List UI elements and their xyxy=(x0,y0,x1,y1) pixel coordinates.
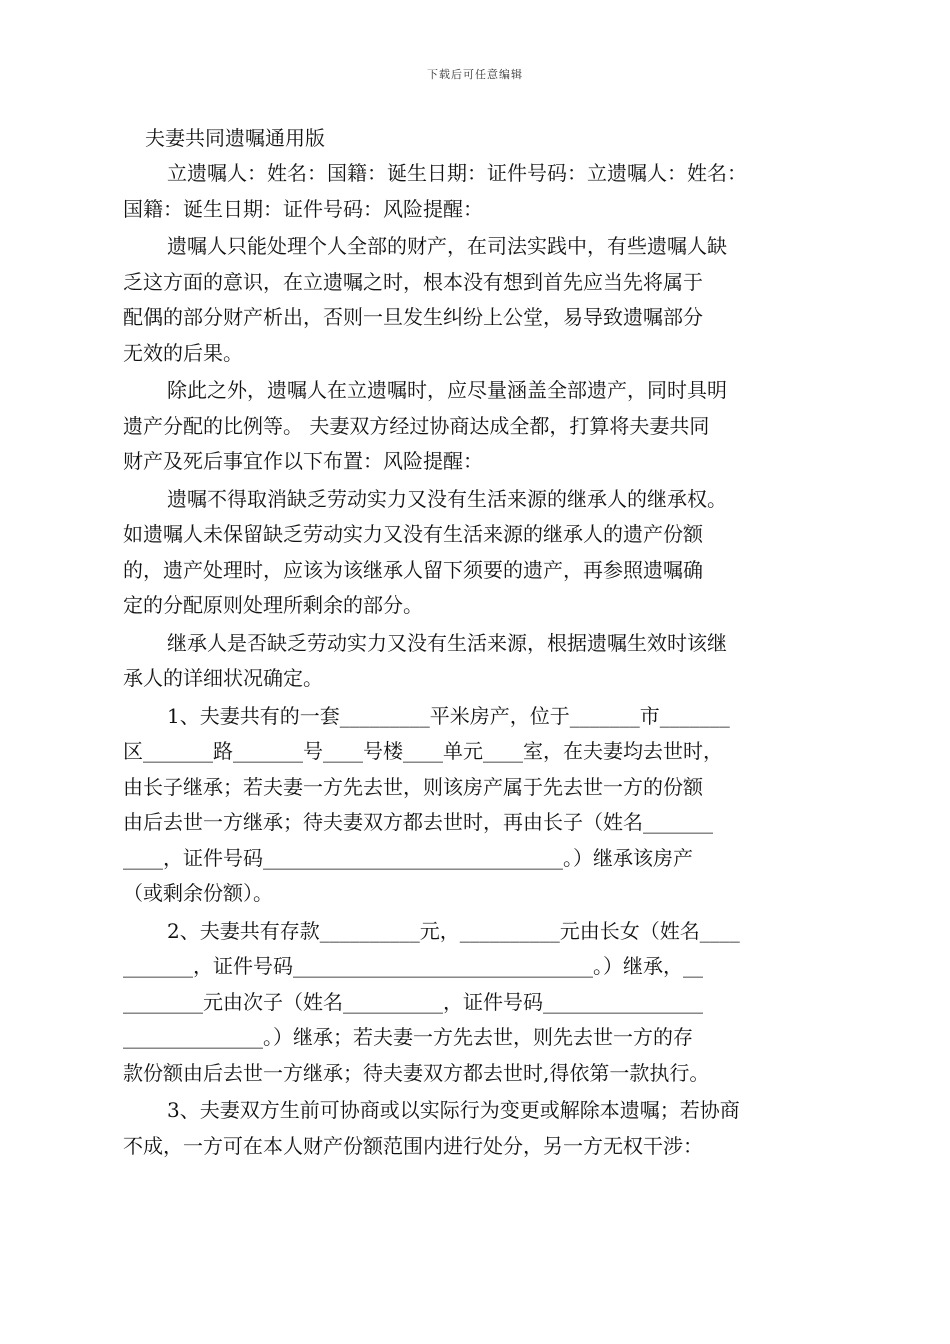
text-line: 区_______路_______号____号楼____单元____室，在夫妻均去世时， xyxy=(123,739,723,763)
clause-3-amendment xyxy=(123,1093,820,1164)
text-line: ______________。）继承；若夫妻一方先去世，则先去世一方的存 xyxy=(123,1025,693,1049)
text-line: 立遗嘱人：姓名：国籍：诞生日期：证件号码：立遗嘱人：姓名： xyxy=(167,161,747,185)
document-title: 夫妻共同遗嘱通用版 xyxy=(145,126,325,150)
text-line: 继承人是否缺乏劳动实力又没有生活来源，根据遗嘱生效时该继 xyxy=(167,630,727,655)
text-line: 2、夫妻共有存款__________元，__________元由长女（姓名____ xyxy=(167,918,740,943)
text-line: 遗嘱人只能处理个人全部的财产，在司法实践中，有些遗嘱人缺 xyxy=(167,234,727,258)
clause-1-house xyxy=(123,699,820,912)
text-line: 3、夫妻双方生前可协商或以实际行为变更或解除本遗嘱；若协商 xyxy=(167,1098,740,1122)
text-line: 由长子继承；若夫妻一方先去世，则该房产属于先去世一方的份额 xyxy=(123,774,703,799)
text-line: 除此之外，遗嘱人在立遗嘱时，应尽量涵盖全部遗产，同时具明 xyxy=(167,378,727,402)
text-line: 1、夫妻共有的一套_________平米房产，位于_______市_______ xyxy=(167,703,730,728)
text-line: 由后去世一方继承；待夫妻双方都去世时，再由长子（姓名_______ xyxy=(123,810,713,834)
text-line: 的，遗产处理时，应该为该继承人留下须要的遗产，再参照遗嘱确 xyxy=(123,557,703,582)
text-line: ____，证件号码______________________________。）继承该房产 xyxy=(123,845,693,870)
text-line: 乏这方面的意识，在立遗嘱之时，根本没有想到首先应当先将属于 xyxy=(123,269,703,294)
text-line: 遗产分配的比例等。 夫妻双方经过协商达成全都，打算将夫妻共同 xyxy=(123,413,710,438)
text-line: 国籍：诞生日期：证件号码：风险提醒： xyxy=(123,196,483,221)
text-line: 定的分配原则处理所剩余的部分。 xyxy=(123,593,423,617)
text-line: ________元由次子（姓名__________，证件号码________________ xyxy=(123,989,703,1014)
text-line: （或剩余份额）。 xyxy=(123,881,273,905)
text-line: 财产及死后事宜作以下布置：风险提醒： xyxy=(123,449,483,473)
text-line: 款份额由后去世一方继承；待夫妻双方都去世时,得依第一款执行。 xyxy=(123,1060,710,1085)
text-line: 承人的详细状况确定。 xyxy=(123,666,323,690)
text-line: _______，证件号码______________________________。）继承，__ xyxy=(123,954,703,978)
document-body xyxy=(123,120,820,1166)
paragraph-heir-status xyxy=(123,626,820,697)
paragraph-risk-note-2 xyxy=(123,482,820,624)
clause-2-savings xyxy=(123,914,820,1092)
text-line: 配偶的部分财产析出，否则一旦发生纠纷上公堂，易导致遗嘱部分 xyxy=(123,305,703,329)
paragraph-testators xyxy=(123,156,820,227)
page-header: 下载后可任意编辑 xyxy=(427,68,523,81)
paragraph-arrangement xyxy=(123,373,820,480)
text-line: 不成，一方可在本人财产份额范围内进行处分，另一方无权干涉： xyxy=(123,1133,703,1158)
text-line: 遗嘱不得取消缺乏劳动实力又没有生活来源的继承人的继承权。 xyxy=(167,486,727,511)
text-line: 无效的后果。 xyxy=(123,340,243,365)
paragraph-risk-note-1 xyxy=(123,229,820,371)
text-line: 如遗嘱人未保留缺乏劳动实力又没有生活来源的继承人的遗产份额 xyxy=(123,522,703,546)
